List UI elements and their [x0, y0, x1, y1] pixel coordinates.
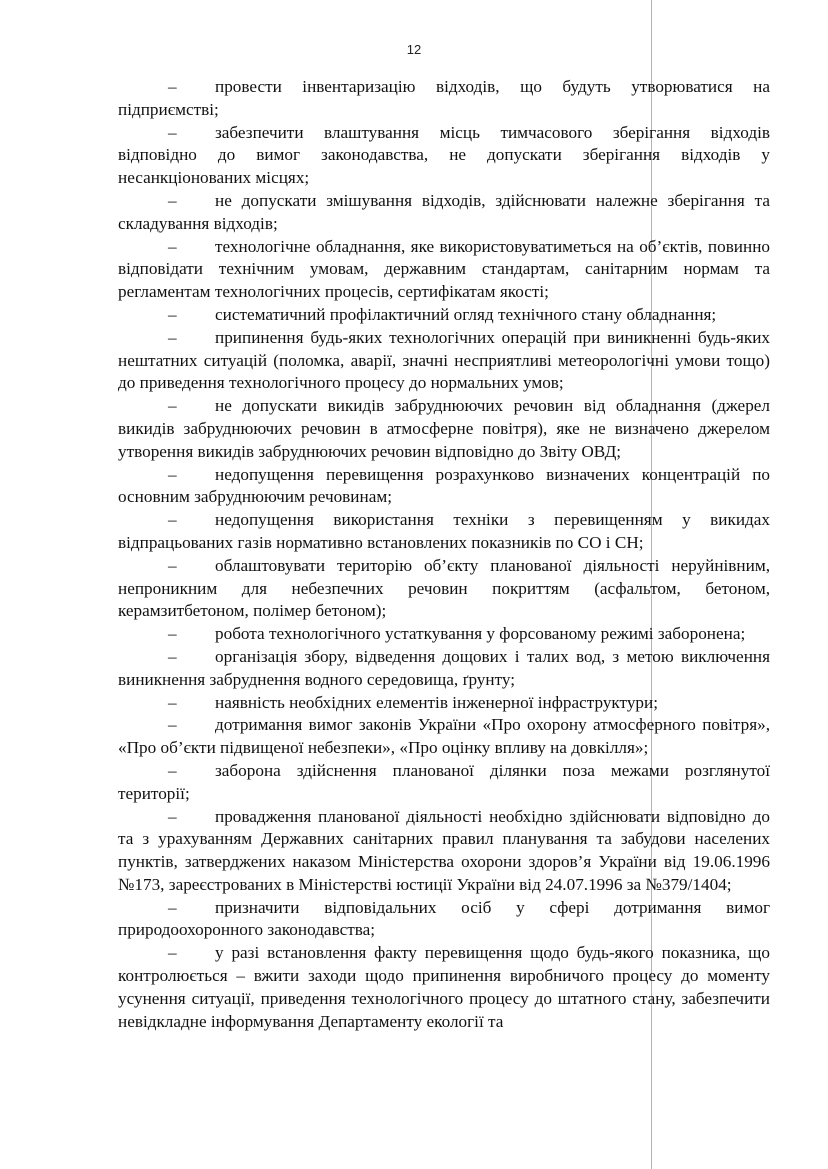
list-item: [118, 623, 770, 646]
list-dash: –: [168, 236, 177, 256]
list-dash: –: [168, 396, 177, 416]
list-dash: –: [168, 555, 177, 575]
list-dash: –: [168, 624, 177, 644]
list-dash: –: [168, 897, 177, 917]
list-item: [118, 327, 770, 395]
list-item-text: забезпечити влаштування місць тимчасового зберігання відходів відповідно до вимог законодавства, не допускати зберігання відходів у несанкціонованих місцях;: [118, 122, 770, 188]
list-item-text: робота технологічного устаткування у форсованому режимі заборонена;: [215, 624, 746, 644]
list-dash: –: [168, 806, 177, 826]
list-dash: –: [168, 77, 177, 96]
list-item: [118, 236, 770, 304]
list-item-text: не допускати викидів забруднюючих речовин від обладнання (джерел викидів забруднюючих речовин в атмосферне повітря), яке не визначено джерелом утворення викидів забруднюючих речовин відповідно до Звіту ОВД;: [118, 396, 770, 461]
list-item-text: заборона здійснення планованої ділянки поза межами розглянутої території;: [118, 760, 770, 803]
list-item: [118, 646, 770, 692]
list-item-text: не допускати змішування відходів, здійснювати належне зберігання та складування відходів;: [118, 190, 770, 233]
page-number: 12: [406, 42, 422, 57]
list-item-text: технологічне обладнання, яке використовуватиметься на об’єктів, повинно відповідати технічним умовам, державним стандартам, санітарним нормам та регламентам технологічних процесів, сертифікатам якості;: [118, 236, 770, 302]
list-item-text: провести інвентаризацію відходів, що будуть утворюватися на підприємстві;: [118, 77, 770, 119]
list-item: [118, 464, 770, 510]
list-item: [118, 692, 770, 715]
list-dash: –: [168, 304, 177, 324]
list-item: [118, 942, 770, 1033]
list-item: [118, 555, 770, 623]
list-dash: –: [168, 190, 177, 210]
list-dash: –: [168, 943, 177, 963]
list-item-text: припинення будь-яких технологічних операцій при виникненні будь-яких нештатних ситуацій (поломка, аварії, значні несприятливі метеорологічні умови тощо) до приведення технологічного процесу до нормальних умов;: [118, 327, 770, 393]
list-dash: –: [168, 327, 177, 347]
list-item: [118, 897, 770, 943]
list-dash: –: [168, 510, 177, 530]
list-item-text: організація збору, відведення дощових і талих вод, з метою виключення виникнення забруднення водного середовища, ґрунту;: [118, 646, 770, 689]
list-item: [118, 304, 770, 327]
list-item: [118, 76, 770, 122]
list-item-text: призначити відповідальних осіб у сфері дотримання вимог природоохоронного законодавства;: [118, 897, 770, 940]
list-dash: –: [168, 464, 177, 484]
list-item-text: провадження планованої діяльності необхідно здійснювати відповідно до та з урахуванням Державних санітарних правил планування та забудови населених пунктів, затверджених наказом Міністерства охорони здоров’я України від 19.06.1996 №173, зареєстрованих в Міністерстві юстиції України від 24.07.1996 за №379/1404;: [118, 806, 770, 894]
list-item-text: систематичний профілактичний огляд технічного стану обладнання;: [215, 304, 717, 324]
list-dash: –: [168, 122, 177, 142]
list-dash: –: [168, 692, 177, 712]
list-item-text: облаштовувати територію об’єкту планованої діяльності неруйнівним, непроникним для небезпечних речовин покриттям (асфальтом, бетоном, керамзитбетоном, полімер бетоном);: [118, 555, 770, 621]
list-item: [118, 714, 770, 760]
list-dash: –: [168, 646, 177, 666]
list-dash: –: [168, 715, 177, 735]
list-item: [118, 806, 770, 897]
list-item: [118, 190, 770, 236]
requirements-list: [118, 76, 770, 1033]
list-item: [118, 509, 770, 555]
list-item-text: наявність необхідних елементів інженерної інфраструктури;: [215, 692, 658, 712]
list-item-text: недопущення перевищення розрахунково визначених концентрацій по основним забруднюючим речовинам;: [118, 464, 770, 507]
list-item-text: недопущення використання техніки з перевищенням у викидах відпрацьованих газів нормативно встановлених показників по СО і СН;: [118, 510, 770, 552]
list-item: [118, 395, 770, 463]
list-item: [118, 760, 770, 806]
list-dash: –: [168, 760, 177, 780]
list-item-text: у разі встановлення факту перевищення щодо будь-якого показника, що контролюється – вжити заходи щодо припинення виробничого процесу до моменту усунення ситуації, приведення технологічного процесу до штатного стану, забезпечити невідкладне інформування Департаменту екології та: [118, 943, 770, 1031]
list-item-text: дотримання вимог законів України «Про охорону атмосферного повітря», «Про об’єкти підвищеної небезпеки», «Про оцінку впливу на довкілля»;: [118, 715, 770, 758]
list-item: [118, 122, 770, 190]
